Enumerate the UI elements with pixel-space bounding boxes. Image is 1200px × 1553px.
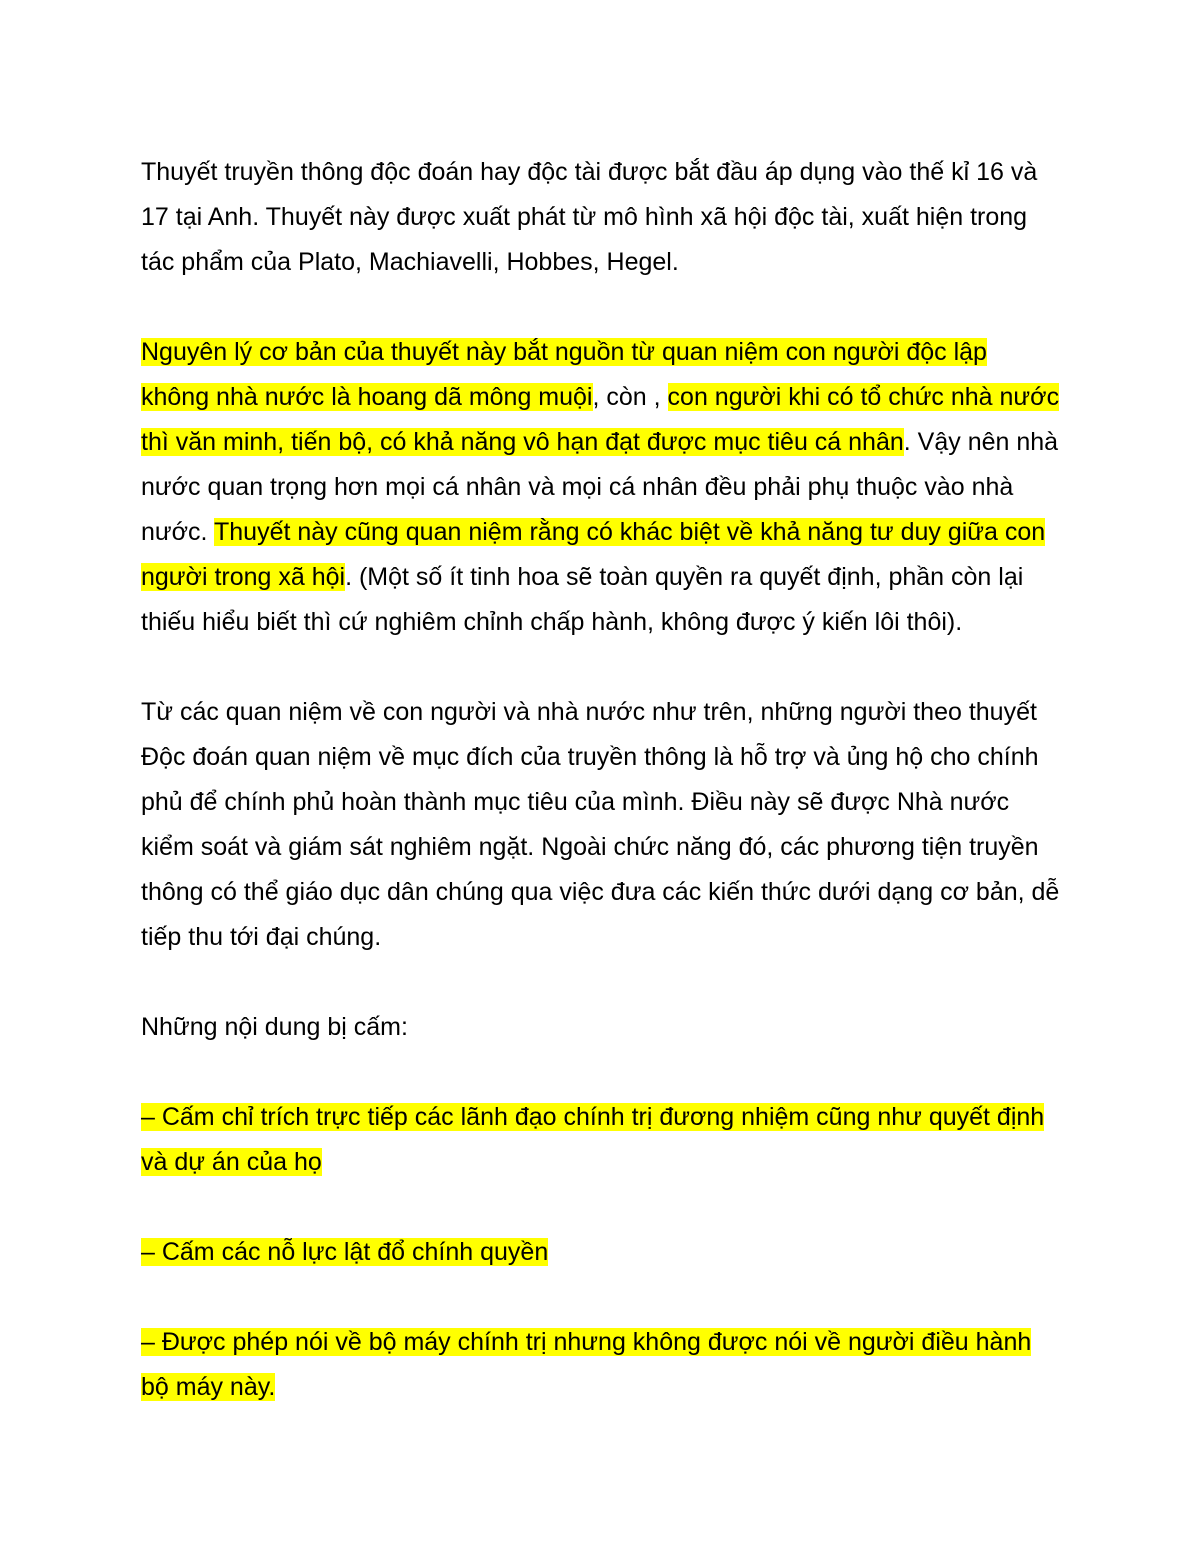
- highlighted-text: Thuyết này cũng quan niệm rằng có khác biệt về khả năng tư duy giữa con người trong xã hội: [141, 518, 1046, 591]
- highlighted-text: Nguyên lý cơ bản của thuyết này bắt nguồn từ quan niệm con người độc lập không nhà nước là hoang dã mông muội: [141, 338, 987, 411]
- list-item-forbidden-2: [141, 1230, 1061, 1275]
- paragraph-text: . (Một số ít tinh hoa sẽ toàn quyền ra quyết định, phần còn lại thiếu hiểu biết thì cứ nghiêm chỉnh chấp hành, không được ý kiến lôi thôi).: [141, 563, 1024, 636]
- paragraph-purpose: [141, 690, 1061, 960]
- highlighted-text: con người khi có tổ chức nhà nước thì văn minh, tiến bộ, có khả năng vô hạn đạt được mục tiêu cá nhân: [141, 383, 1060, 456]
- list-item-forbidden-1: [141, 1095, 1061, 1185]
- paragraph-text: , còn ,: [592, 383, 668, 411]
- highlighted-text: – Được phép nói về bộ máy chính trị nhưng không được nói về người điều hành bộ máy này.: [141, 1328, 1032, 1401]
- paragraph-text: . Vậy nên nhà nước quan trọng hơn mọi cá nhân và mọi cá nhân đều phải phụ thuộc vào nhà nước.: [141, 428, 1059, 546]
- document-body: [141, 150, 1061, 1455]
- paragraph-text: Những nội dung bị cấm:: [141, 1013, 408, 1041]
- list-item-forbidden-3: [141, 1320, 1061, 1410]
- paragraph-forbidden-heading: [141, 1005, 1061, 1050]
- paragraph-intro: [141, 150, 1061, 285]
- paragraph-principles: [141, 330, 1061, 645]
- paragraph-text: Thuyết truyền thông độc đoán hay độc tài được bắt đầu áp dụng vào thế kỉ 16 và 17 tại Anh. Thuyết này được xuất phát từ mô hình xã hội độc tài, xuất hiện trong tác phẩm của Plato, Machiavelli, Hobbes, Hegel.: [141, 158, 1038, 276]
- highlighted-text: – Cấm các nỗ lực lật đổ chính quyền: [141, 1238, 549, 1266]
- highlighted-text: – Cấm chỉ trích trực tiếp các lãnh đạo chính trị đương nhiệm cũng như quyết định và dự án của họ: [141, 1103, 1045, 1176]
- paragraph-text: Từ các quan niệm về con người và nhà nước như trên, những người theo thuyết Độc đoán quan niệm về mục đích của truyền thông là hỗ trợ và ủng hộ cho chính phủ để chính phủ hoàn thành mục tiêu của mình. Điều này sẽ được Nhà nước kiểm soát và giám sát nghiêm ngặt. Ngoài chức năng đó, các phương tiện truyền thông có thể giáo dục dân chúng qua việc đưa các kiến thức dưới dạng cơ bản, dễ tiếp thu tới đại chúng.: [141, 698, 1060, 951]
